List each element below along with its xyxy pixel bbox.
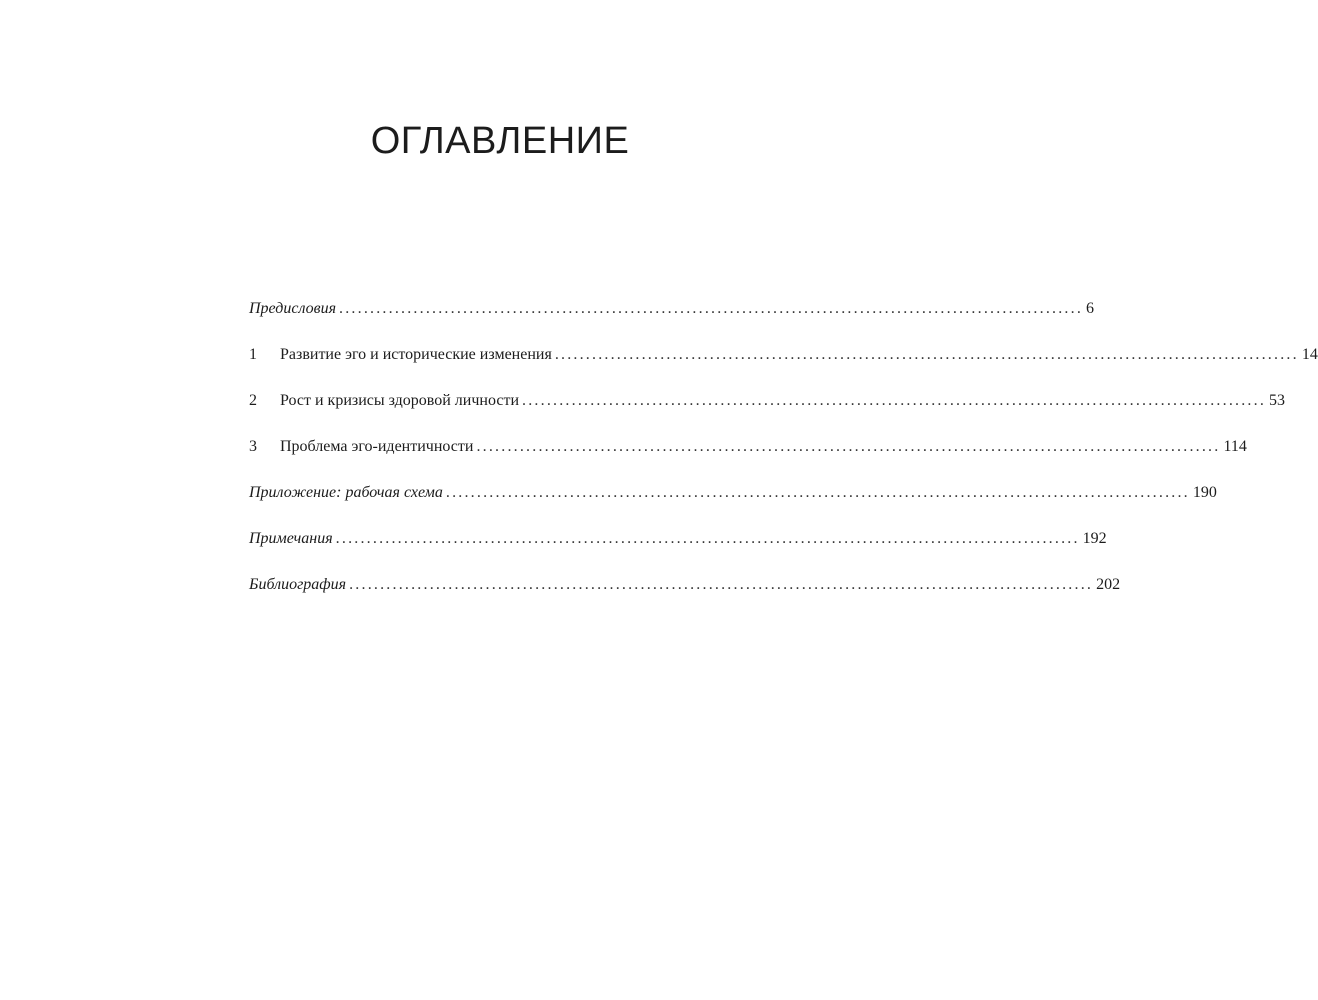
- toc-entry-chapter-1[interactable]: [249, 343, 1318, 389]
- dot-leader: ........................................................................................................................: [476, 438, 1221, 455]
- toc-entry-label: Проблема эго-идентичности: [280, 438, 474, 455]
- toc-entry-page: 14: [1301, 346, 1318, 363]
- toc-entry-bibliography[interactable]: [249, 573, 1121, 619]
- toc-entry-page: 53: [1269, 392, 1286, 409]
- toc-entry-page: 190: [1192, 484, 1217, 501]
- toc-entry-label: Предисловия: [249, 300, 337, 317]
- toc-entry-page: 202: [1096, 576, 1121, 593]
- toc-entry-label: Рост и кризисы здоровой личности: [280, 392, 520, 409]
- toc-entry-label: Развитие эго и исторические изменения: [280, 346, 552, 363]
- dot-leader: ........................................................................................................................: [522, 392, 1267, 409]
- toc-entry-notes[interactable]: [249, 527, 1107, 573]
- toc-entry-page: 192: [1082, 530, 1107, 547]
- toc-entry-label: Приложение: рабочая схема: [249, 484, 443, 501]
- toc-entry-appendix[interactable]: [249, 481, 1217, 527]
- dot-leader: ........................................................................................................................: [339, 300, 1084, 317]
- toc-entry-number: 1: [249, 346, 257, 363]
- toc-entry-page: 6: [1086, 300, 1095, 317]
- table-of-contents: [249, 297, 1318, 619]
- toc-entry-label: Примечания: [249, 530, 333, 547]
- toc-entry-chapter-3[interactable]: [249, 435, 1247, 481]
- toc-entry-prefaces[interactable]: [249, 297, 1095, 343]
- toc-entry-number: 3: [249, 438, 257, 455]
- toc-entry-chapter-2[interactable]: [249, 389, 1286, 435]
- toc-entry-number: 2: [249, 392, 257, 409]
- toc-entry-page: 114: [1223, 438, 1247, 455]
- dot-leader: ........................................................................................................................: [335, 530, 1080, 547]
- dot-leader: ........................................................................................................................: [445, 484, 1190, 501]
- dot-leader: ........................................................................................................................: [554, 346, 1299, 363]
- dot-leader: ........................................................................................................................: [349, 576, 1094, 593]
- page-title: ОГЛАВЛЕНИЕ: [370, 120, 630, 162]
- toc-entry-label: Библиография: [249, 576, 347, 593]
